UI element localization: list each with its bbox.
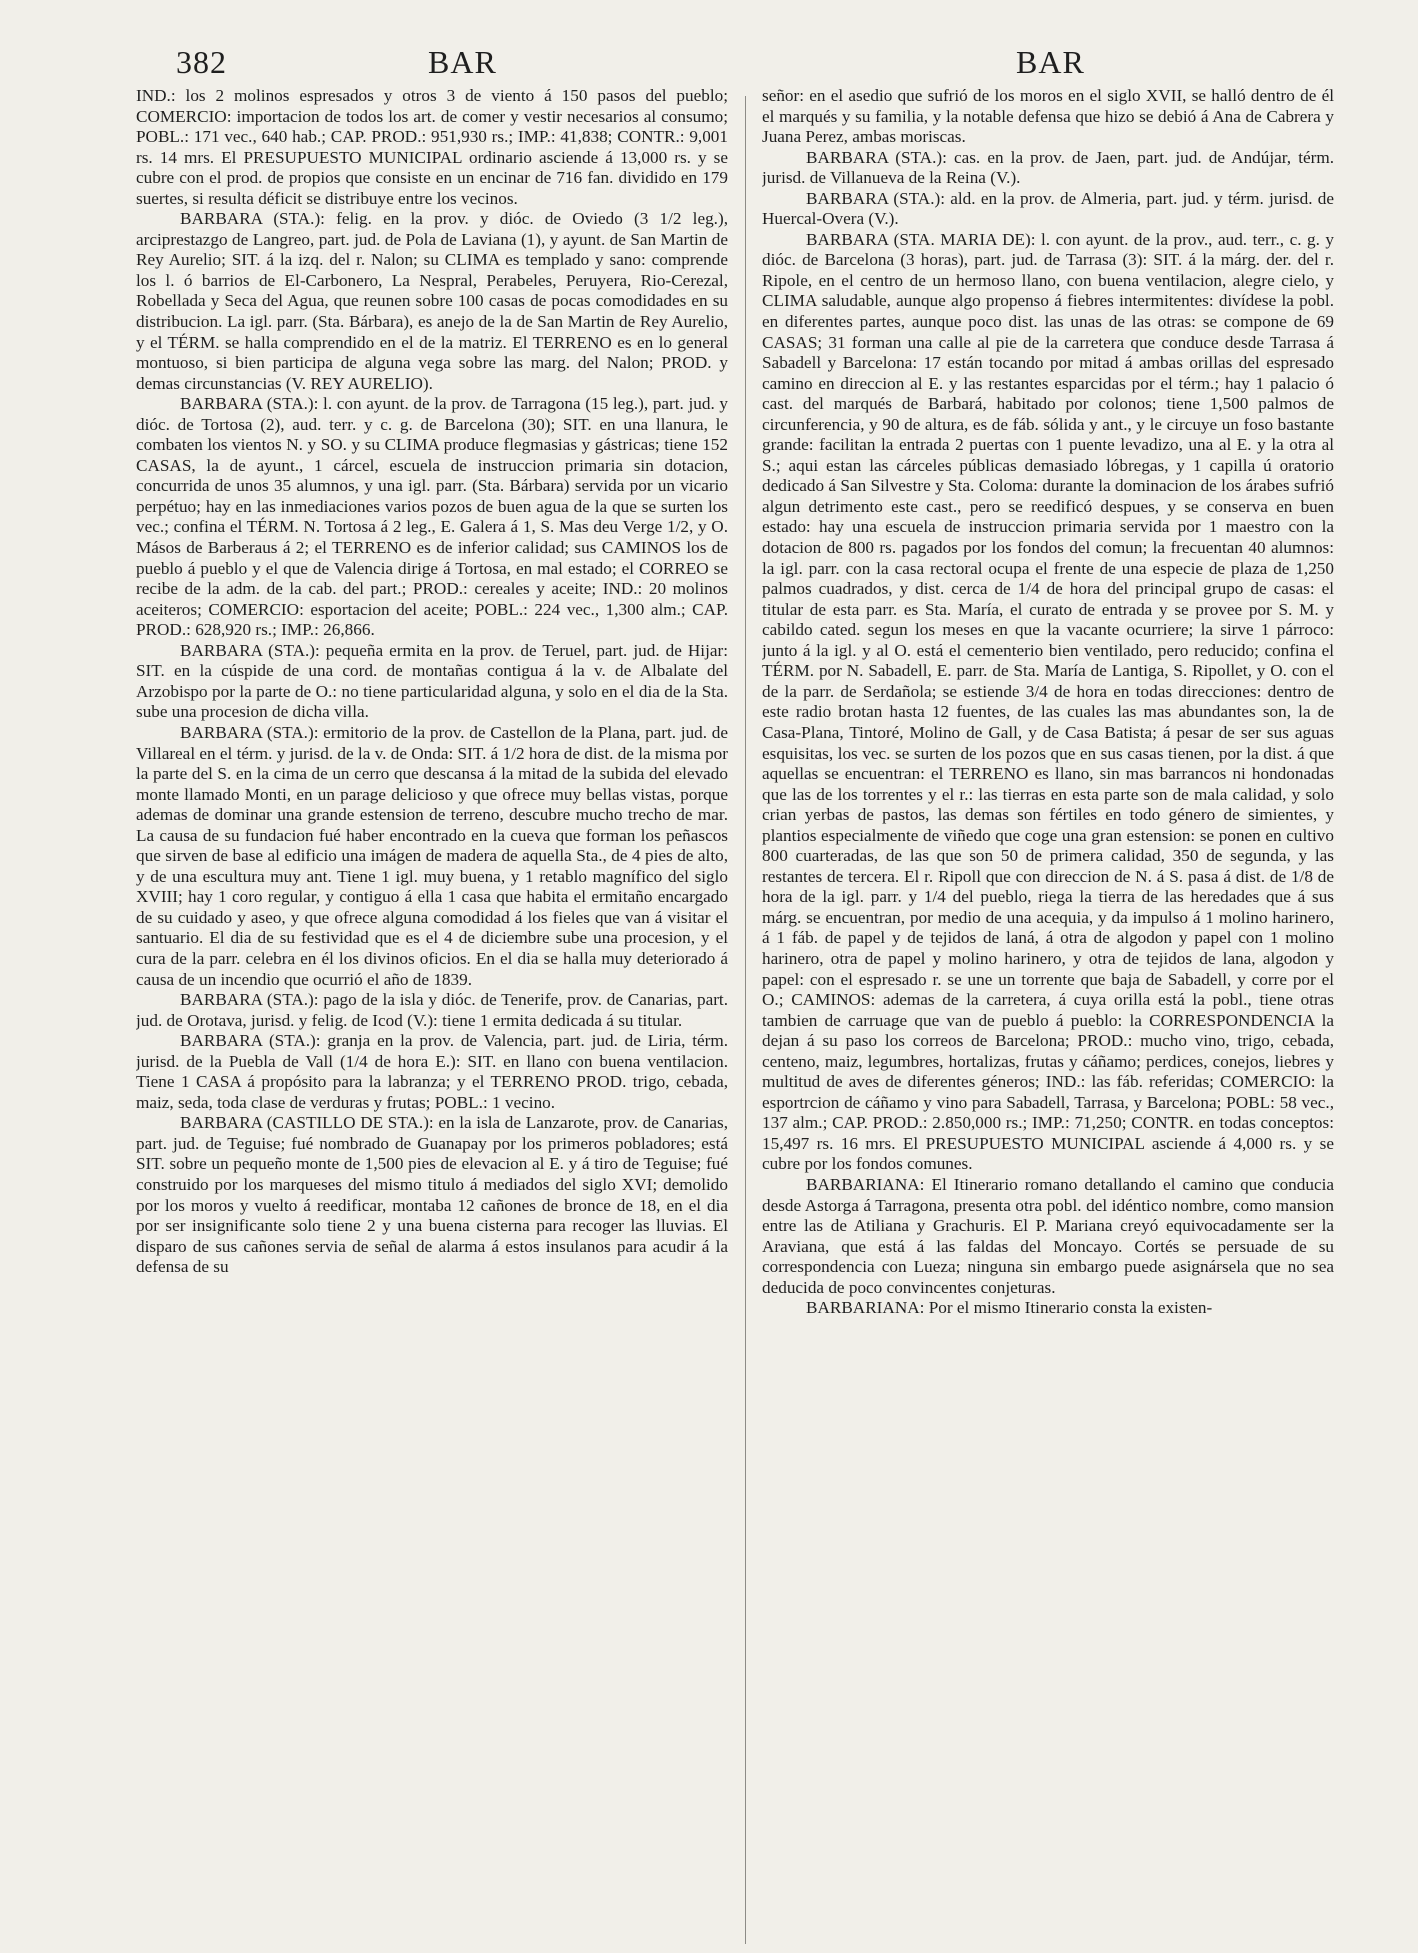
entry-paragraph: BARBARA (STA.): ermitorio de la prov. de Castellon de la Plana, part. jud. de Villareal en el térm. y jurisd. de la v. de Onda: SIT. á 1/2 hora de dist. de la misma por la parte del S. en la cima de un cerro que descansa á la mitad de la subida del elevado monte llamado Monti, en un parage delicioso y que ofrece muy bellas vistas, porque ademas de dominar una grande estension de terreno, descubre mucho trecho de mar. La causa de su fundacion fué haber encontrado en la cueva que forman los peñascos que sirven de base al edificio una imágen de madera de aquella Sta., de 4 pies de alto, y de una escultura muy ant. Tiene 1 igl. muy buena, y 1 retablo magnífico del siglo XVIII; hay 1 coro regular, y contiguo á ella 1 casa que habita el ermitaño encargado de su cuidado y aseo, y que ofrece alguna comodidad á los fieles que van á visitar el santuario. El dia de su festividad que es el 4 de diciembre sube una procesion, y el cura de la parr. celebra en él los divinos oficios. En el dia se halla muy deteriorado á causa de un incendio que ocurrió el año de 1839. [136, 722, 728, 989]
entry-paragraph: BARBARA (STA.): l. con ayunt. de la prov. de Tarragona (15 leg.), part. jud. y dióc. de Tortosa (2), aud. terr. y c. g. de Barcelona (30); SIT. en una llanura, le combaten los vientos N. y SO. y su CLIMA produce flegmasias y gástricas; tiene 152 CASAS, la de ayunt., 1 cárcel, escuela de instruccion primaria sin dotacion, concurrida de unos 35 alumnos, y una igl. parr. (Sta. Bárbara) servida por un vicario perpétuo; hay en las inmediaciones varios pozos de buen agua de la que se surten los vec.; confina el TÉRM. N. Tortosa á 2 leg., E. Galera á 1, S. Mas deu Verge 1/2, y O. Másos de Barberaus á 2; el TERRENO es de inferior calidad; sus CAMINOS los de pueblo á pueblo y el que de Valencia dirige á Tortosa, en mal estado; el CORREO se recibe de la adm. de la cab. del part.; PROD.: cereales y aceite; IND.: 20 molinos aceiteros; COMERCIO: esportacion del aceite; POBL.: 224 vec., 1,300 alm.; CAP. PROD.: 628,920 rs.; IMP.: 26,866. [136, 394, 728, 640]
entry-paragraph: BARBARA (STA.): cas. en la prov. de Jaen, part. jud. de Andújar, térm. jurisd. de Villanueva de la Reina (V.). [762, 147, 1334, 188]
entry-paragraph: BARBARIANA: El Itinerario romano detallando el camino que conducia desde Astorga á Tarragona, presenta otra pobl. del idéntico nombre, como mansion entre las de Atiliana y Grachuris. El P. Mariana creyó equivocadamente ser la Araviana, que está á las faldas del Moncayo. Cortés se persuade de su correspondencia con Lueza; ninguna sin embargo puede asignársela que no sea deducida de poco convincentes conjeturas. [762, 1174, 1334, 1297]
entry-paragraph: BARBARA (STA.): granja en la prov. de Valencia, part. jud. de Liria, térm. jurisd. de la Puebla de Vall (1/4 de hora E.): SIT. en llano con buena ventilacion. Tiene 1 CASA á propósito para la labranza; y el TERRENO PROD. trigo, cebada, maiz, seda, toda clase de verduras y frutas; POBL.: 1 vecino. [136, 1031, 728, 1112]
running-head-right: BAR [1016, 44, 1085, 80]
entry-paragraph: BARBARA (CASTILLO DE STA.): en la isla de Lanzarote, prov. de Canarias, part. jud. de Teguise; fué nombrado de Guanapay por los primeros pobladores; está SIT. sobre un pequeño monte de 1,500 pies de elevacion al E. y á tiro de Teguise; fué construido por los marqueses del mismo titulo á mediados del siglo XVI; demolido por los moros y vuelto á reedificar, montaba 12 cañones de bronce de 18, en el dia por ser insignificante solo tiene 2 y una buena cisterna para recoger las lluvias. El disparo de sus cañones servia de señal de alarma á estos insulanos para acudir á la defensa de su [136, 1113, 728, 1277]
entry-paragraph: IND.: los 2 molinos espresados y otros 3 de viento á 150 pasos del pueblo; COMERCIO: importacion de todos los art. de comer y vestir necesarios al consumo; POBL.: 171 vec., 640 hab.; CAP. PROD.: 951,930 rs.; IMP.: 41,838; CONTR.: 9,001 rs. 14 mrs. El PRESUPUESTO MUNICIPAL ordinario asciende á 13,000 rs. y se cubre con el prod. de propios que consiste en un encinar de 716 fan. dividido en 179 suertes, si resulta déficit se distribuye entre los vecinos. [136, 86, 728, 208]
right-column [762, 86, 1334, 1936]
entry-paragraph: BARBARA (STA.): pago de la isla y dióc. de Tenerife, prov. de Canarias, part. jud. de Orotava, jurisd. y felig. de Icod (V.): tiene 1 ermita dedicada á su titular. [136, 990, 728, 1030]
entry-paragraph: BARBARA (STA.): pequeña ermita en la prov. de Teruel, part. jud. de Hijar: SIT. en la cúspide de una cord. de montañas contigua á la v. de Albalate del Arzobispo por la parte de O.: no tiene particularidad alguna, y solo en el dia de la Sta. sube una procesion de dicha villa. [136, 640, 728, 722]
page-number: 382 [176, 44, 227, 80]
left-column [136, 86, 728, 1936]
entry-paragraph: BARBARA (STA.): ald. en la prov. de Almeria, part. jud. y térm. jurisd. de Huercal-Overa (V.). [762, 188, 1334, 229]
entry-paragraph: BARBARA (STA.): felig. en la prov. y dióc. de Oviedo (3 1/2 leg.), arciprestazgo de Langreo, part. jud. de Pola de Laviana (1), y ayunt. de San Martin de Rey Aurelio; SIT. á la izq. del r. Nalon; su CLIMA es templado y sano: comprende los l. ó barrios de El-Carbonero, La Nespral, Perabeles, Peruyera, Rio-Cerezal, Robellada y Seca del Agua, que reunen sobre 100 casas de pocas comodidades en su distribucion. La igl. parr. (Sta. Bárbara), es anejo de la de San Martin de Rey Aurelio, y el TÉRM. se halla comprendido en el de la matriz. El TERRENO es en lo general montuoso, si bien participa de alguna vega sobre las marg. del Nalon; PROD. y demas circunstancias (V. REY AURELIO). [136, 209, 728, 393]
entry-paragraph: señor: en el asedio que sufrió de los moros en el siglo XVII, se halló dentro de él el marqués y su familia, y la notable defensa que hizo se debió á Ana de Cabrera y Juana Perez, ambas moriscas. [762, 86, 1334, 147]
running-head-left: BAR [428, 44, 497, 80]
column-divider [745, 96, 746, 1944]
entry-paragraph: BARBARIANA: Por el mismo Itinerario consta la existen- [806, 1298, 1213, 1318]
entry-paragraph: BARBARA (STA. MARIA DE): l. con ayunt. de la prov., aud. terr., c. g. y dióc. de Barcelona (3 horas), part. jud. de Tarrasa (3): SIT. á la márg. der. del r. Ripole, en el centro de un hermoso llano, con buena ventilacion, alegre cielo, y CLIMA saludable, aunque algo propenso á fiebres intermitentes: divídese la pobl. en diferentes partes, aunque poco dist. las unas de las otras: se compone de 69 CASAS; 31 forman una calle al pie de la carretera que conduce desde Tarrasa á Sabadell y Barcelona: 17 están tocando por mitad á ambas orillas del espresado camino en direccion al E. y las restantes esparcidas por el térm.; hay 1 palacio ó cast. del marqués de Barbará, habitado por colonos; tiene 1,500 palmos de circunferencia, y 90 de altura, es de fáb. sólida y ant., y le circuye un foso bastante grande: facilitan la entrada 2 puertas con 1 puente levadizo, una al E. y la otra al S.; aqui estan las cárceles públicas demasiado lóbregas, y 1 capilla ú oratorio dedicado á San Silvestre y Sta. Coloma: durante la dominacion de los árabes sufrió algun detrimento este cast., pero se reedificó despues, y se conserva en buen estado: hay una escuela de instruccion primaria servida por 1 maestro con la dotacion de 800 rs. pagados por los fondos del comun; la frecuentan 40 alumnos: la igl. parr. con la casa rectoral ocupa el frente de una especie de plaza de 1,250 palmos cuadrados, y dist. cerca de 1/4 de hora del principal grupo de casas: el titular de esta parr. es Sta. María, el curato de entrada y se provee por S. M. y cabildo cated. segun los meses en que la vacante ocurriere; la sirve 1 párroco: junto á la igl. y al O. está el cementerio bien ventilado, pero reducido; confina el TÉRM. por N. Sabadell, E. parr. de Sta. María de Lantiga, S. Ripollet, y O. con el de la parr. de Serdañola; se estiende 3/4 de hora en todas direcciones: dentro de este radio brotan hasta 12 fuentes, de las cuales las mas abundantes son, la de Casa-Plana, Tintoré, Molino de Gall, y de Casa Batista; á pesar de ser sus aguas esquisitas, los vec. se surten de los pozos que en sus casas tienen, por la dist. á que aquellas se encuentran: el TERRENO es llano, sin mas barrancos ni hondonadas que las de los torrentes y el r.: las tierras en esta parte son de mala calidad, y solo crian yerbas de pastos, las demas son fértiles en todo género de simientes, y plantios especialmente de viñedo que coge una gran estension: se ponen en cultivo 800 cuarteradas, de las que son 50 de primera calidad, 350 de segunda, y las restantes de tercera. El r. Ripoll que con direccion de N. á S. pasa á dist. de 1/8 de hora de la igl. parr. y 1/4 del pueblo, riega la tierra de las heredades que á sus márg. se encuentran, por medio de una acequia, y da impulso á 1 molino harinero, á 1 fáb. de papel y de tejidos de laná, á otra de algodon y papel con 1 molino harinero, otra de papel y molino harinero, y otra de tejidos de lana, algodon y papel: con el espresado r. se une un torrente que baja de Sabadell, y corre por el O.; CAMINOS: ademas de la carretera, á cuya orilla está la pobl., tiene otras tambien de carruage que van de pueblo á pueblo: la CORRESPONDENCIA la dejan á su paso los correos de Barcelona; PROD.: mucho vino, trigo, cebada, centeno, maiz, legumbres, hortalizas, frutas y cáñamo; perdices, conejos, liebres y multitud de aves de diferentes géneros; IND.: las fáb. referidas; COMERCIO: la esportrcion de cáñamo y vino para Sabadell, Tarrasa, y Barcelona; POBL: 58 vec., 137 alm.; CAP. PROD.: 2.850,000 rs.; IMP.: 71,250; CONTR. en todas conceptos: 15,497 rs. 16 mrs. El PRESUPUESTO MUNICIPAL asciende á 4,000 rs. y se cubre por los fondos comunes. [762, 229, 1334, 1174]
